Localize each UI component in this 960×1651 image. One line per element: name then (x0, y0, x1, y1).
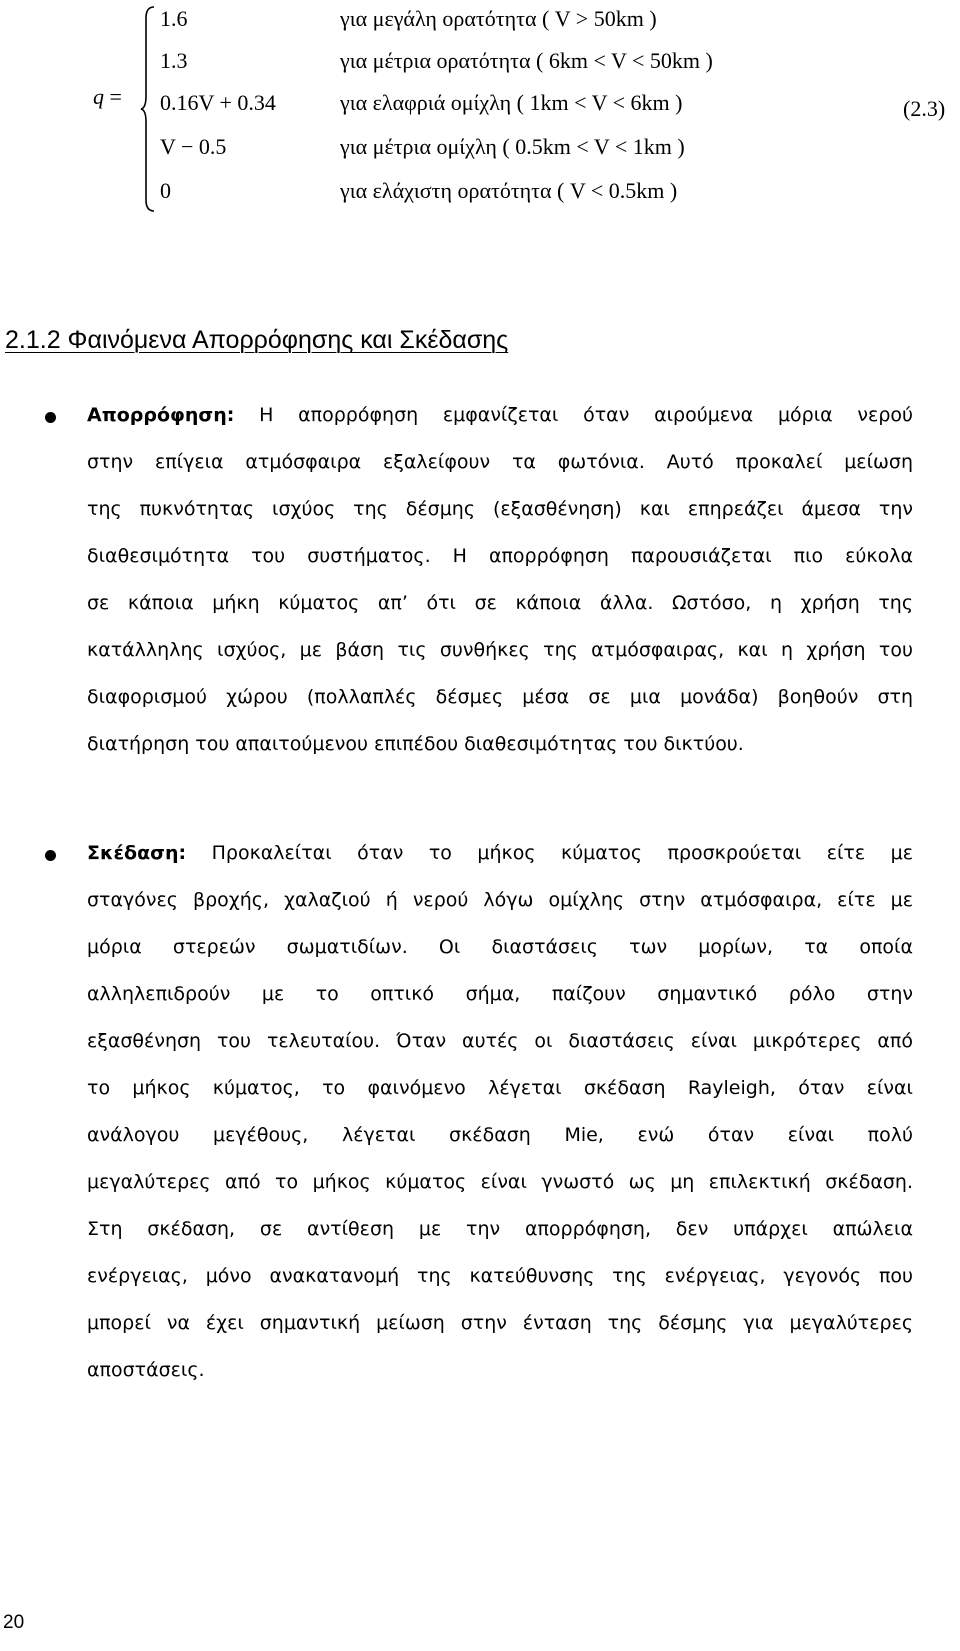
paragraph-line: διατήρηση του απαιτούμενου επιπέδου διαθεσιμότητας του δικτύου. (87, 733, 744, 755)
paragraph-line: μπορεί να έχει σημαντική μείωση στην ένταση της δέσμης για μεγαλύτερες (87, 1312, 913, 1334)
equation-number: (2.3) (903, 96, 946, 121)
case-condition: για μεγάλη ορατότητα ( V > 50km ) (340, 6, 657, 31)
case-value: 0 (160, 178, 171, 203)
case-condition: για ελάχιστη ορατότητα ( V < 0.5km ) (340, 178, 678, 203)
equation-lhs (93, 84, 122, 110)
case-value: 1.3 (160, 48, 188, 73)
paragraph-line: αλληλεπιδρούν με το οπτικό σήμα, παίζουν σημαντικό ρόλο στην (87, 983, 913, 1005)
left-brace-icon (140, 4, 156, 214)
paragraph-line: αποστάσεις. (87, 1359, 205, 1381)
paragraph-line (87, 830, 913, 877)
bullet-icon (45, 850, 56, 861)
paragraph-line: μεγαλύτερες από το μήκος κύματος είναι γνωστό ως μη επιλεκτική σκέδαση. (87, 1171, 913, 1193)
paragraph-line: το μήκος κύματος, το φαινόμενο λέγεται σκέδαση Rayleigh, όταν είναι (87, 1077, 913, 1099)
paragraph-line: διαθεσιμότητα του συστήματος. Η απορρόφηση παρουσιάζεται πιο εύκολα (87, 545, 913, 567)
paragraph-line: διαφορισμού χώρου (πολλαπλές δέσμες μέσα σε μια μονάδα) βοηθούν στη (87, 686, 913, 708)
visibility-equation (0, 0, 960, 220)
paragraph-line (87, 392, 913, 439)
paragraph-line: σταγόνες βροχής, χαλαζιού ή νερού λόγω ομίχλης στην ατμόσφαιρα, είτε με (87, 889, 913, 911)
equation-equals: = (109, 84, 122, 109)
case-value: V − 0.5 (160, 134, 227, 159)
absorption-paragraph (87, 392, 913, 768)
scattering-paragraph (87, 830, 913, 1394)
bullet-icon (45, 412, 56, 423)
page-number: 20 (3, 1612, 25, 1633)
case-value: 1.6 (160, 6, 188, 31)
paragraph-line: Στη σκέδαση, σε αντίθεση με την απορρόφηση, δεν υπάρχει απώλεια (87, 1218, 913, 1240)
bullet-term: Απορρόφηση: (87, 404, 235, 426)
paragraph-line: της πυκνότητας ισχύος της δέσμης (εξασθένηση) και επηρεάζει άμεσα την (87, 498, 913, 520)
paragraph-line: κατάλληλης ισχύος, με βάση τις συνθήκες της ατμόσφαιρας, και η χρήση του (87, 639, 913, 661)
line-text: Η απορρόφηση εμφανίζεται όταν αιρούμενα μόρια νερού (234, 404, 913, 426)
paragraph-line: εξασθένηση του τελευταίου. Όταν αυτές οι διαστάσεις είναι μικρότερες από (87, 1030, 913, 1052)
paragraph-line: μόρια στερεών σωματιδίων. Οι διαστάσεις των μορίων, τα οποία (87, 936, 913, 958)
equation-variable: q (93, 84, 104, 109)
case-condition: για ελαφριά ομίχλη ( 1km < V < 6km ) (340, 90, 683, 115)
case-condition: για μέτρια ομίχλη ( 0.5km < V < 1km ) (340, 134, 685, 159)
paragraph-line: στην επίγεια ατμόσφαιρα εξαλείφουν τα φωτόνια. Αυτό προκαλεί μείωση (87, 451, 913, 473)
paragraph-line: ενέργειας, μόνο ανακατανομή της κατεύθυνσης της ενέργειας, γεγονός που (87, 1265, 913, 1287)
case-value: 0.16V + 0.34 (160, 90, 276, 115)
line-text: Προκαλείται όταν το μήκος κύματος προσκρούεται είτε με (186, 842, 913, 864)
section-heading: 2.1.2 Φαινόμενα Απορρόφησης και Σκέδασης (5, 326, 509, 354)
case-condition: για μέτρια ορατότητα ( 6km < V < 50km ) (340, 48, 713, 73)
paragraph-line: σε κάποια μήκη κύματος απ’ ότι σε κάποια άλλα. Ωστόσο, η χρήση της (87, 592, 913, 614)
bullet-term: Σκέδαση: (87, 842, 187, 864)
paragraph-line: ανάλογου μεγέθους, λέγεται σκέδαση Mie, ενώ όταν είναι πολύ (87, 1124, 913, 1146)
